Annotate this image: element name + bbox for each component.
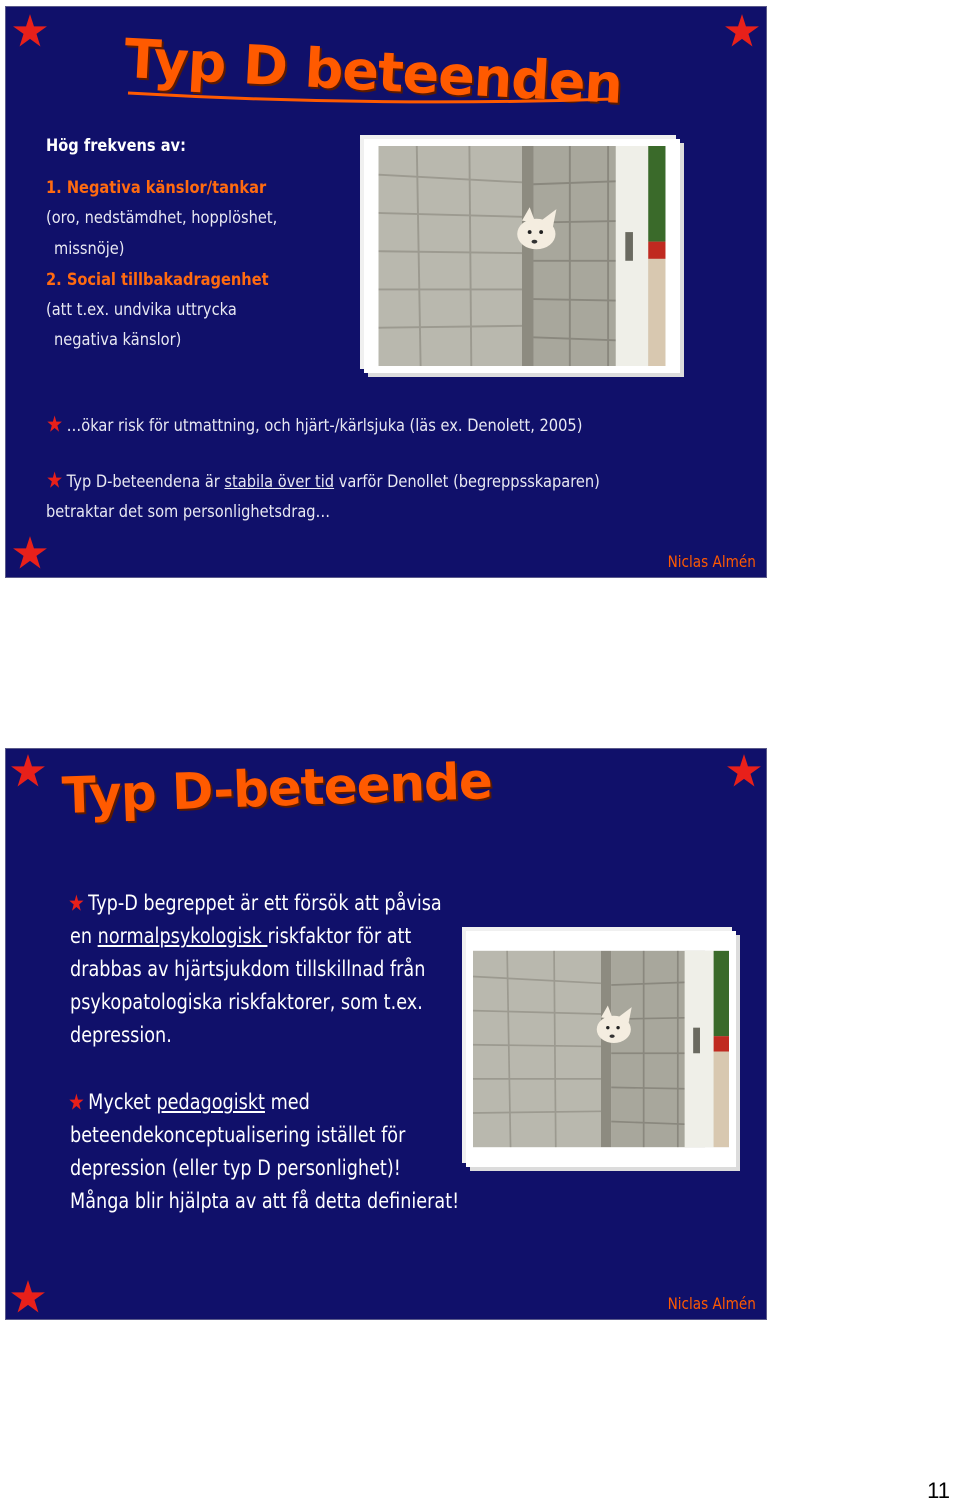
paragraph-1-text: Typ-D begreppet är ett försök att påvisa: [88, 891, 442, 915]
list-item-2-detail: negativa känslor): [54, 330, 182, 350]
star-bullet-icon: [68, 894, 85, 912]
bullet-2-text: Typ D-beteendena är: [66, 472, 225, 492]
slide-title: Typ D-beteende: [61, 751, 493, 825]
paragraph-2: [68, 1086, 310, 1119]
bullet-2-emphasis: stabila över tid: [224, 472, 335, 492]
author-footer: Niclas Almén: [667, 552, 756, 571]
slide-title: Typ D beteenden: [122, 27, 624, 116]
paragraph-1-line: [70, 920, 411, 953]
paragraph-1-line: psykopatologiska riskfaktorer, som t.ex.: [70, 990, 423, 1014]
star-icon: [724, 13, 760, 49]
paragraph-1-line: depression.: [70, 1023, 172, 1047]
paragraph-2-text: Mycket: [88, 1090, 157, 1114]
paragraph-1-line: drabbas av hjärtsjukdom tillskillnad från: [70, 957, 426, 981]
list-item-1-detail: (oro, nedstämdhet, hopplöshet,: [46, 208, 278, 228]
paragraph-2-emphasis: pedagogiskt: [156, 1090, 265, 1114]
slide-2: [5, 748, 767, 1320]
title-underline-decoration: [126, 85, 616, 107]
paragraph-1-text: riskfaktor för att: [267, 924, 412, 948]
paragraph-1-text: en: [70, 924, 98, 948]
slide-1: [5, 6, 767, 578]
star-icon: [10, 1279, 46, 1315]
author-footer: Niclas Almén: [667, 1294, 756, 1313]
bullet-2-continuation: betraktar det som personlighetsdrag…: [46, 502, 331, 522]
dog-photo: [466, 931, 736, 1167]
star-bullet-icon: [46, 415, 63, 433]
bullet-2: [46, 467, 600, 497]
list-item-2-detail: (att t.ex. undvika uttrycka: [46, 300, 237, 320]
star-bullet-icon: [46, 471, 63, 489]
bullet-1: [46, 411, 582, 441]
paragraph-1: [68, 887, 442, 920]
star-icon: [12, 13, 48, 49]
star-bullet-icon: [68, 1093, 85, 1111]
star-icon: [726, 753, 762, 789]
bullet-2-text: varför Denollet (begreppsskaparen): [334, 472, 600, 492]
list-item-1-label: 1. Negativa känslor/tankar: [46, 178, 267, 198]
paragraph-1-emphasis: normalpsykologisk: [97, 924, 268, 948]
list-heading: Hög frekvens av:: [46, 136, 186, 156]
star-icon: [12, 535, 48, 571]
page-number: 11: [927, 1478, 950, 1503]
bullet-1-text: …ökar risk för utmattning, och hjärt-/kärlsjuka (läs ex. Denolett, 2005): [66, 416, 583, 436]
dog-photo: [364, 139, 680, 373]
paragraph-2-text: med: [264, 1090, 310, 1114]
paragraph-2-line: depression (eller typ D personlighet)!: [70, 1156, 401, 1180]
list-item-2-label: 2. Social tillbakadragenhet: [46, 270, 269, 290]
star-icon: [10, 753, 46, 789]
list-item-1-detail: missnöje): [54, 239, 125, 259]
paragraph-2-line: beteendekonceptualisering istället för: [70, 1123, 406, 1147]
paragraph-2-line: Många blir hjälpta av att få detta definierat!: [70, 1189, 460, 1213]
